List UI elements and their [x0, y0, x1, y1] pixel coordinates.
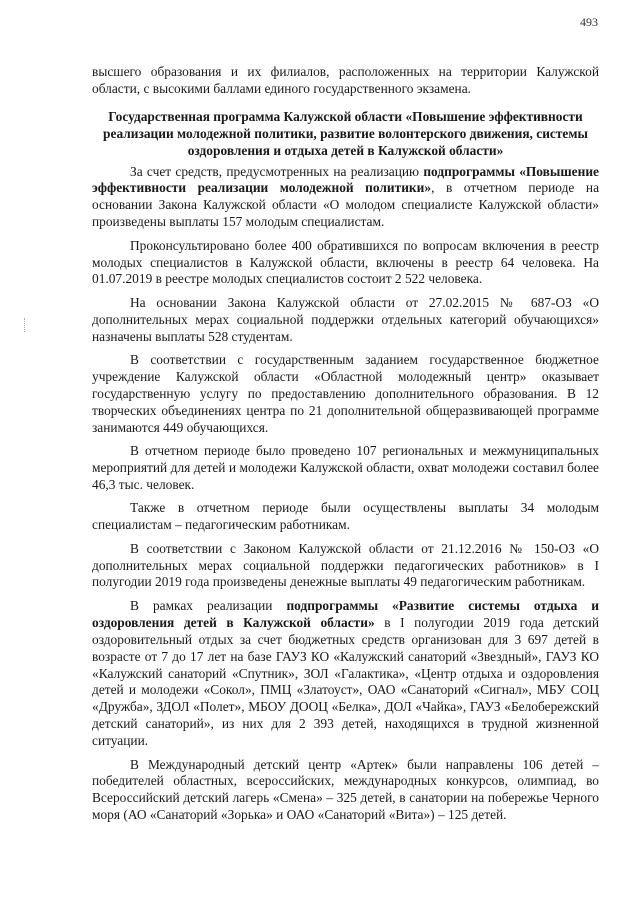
subprogram-title: подпрограммы «Повышение эффективности реализации молодежной политики»: [92, 163, 599, 196]
paragraph-text: За счет средств, предусмотренных на реализацию: [130, 163, 424, 179]
paragraph-consultations: Проконсультировано более 400 обратившихся по вопросам включения в реестр молодых специалистов в Калужской области, включены в реестр 64 человека. На 01.07.2019 в реестре молодых специалистов состоит 2 522 человека.: [92, 237, 599, 287]
document-body: [92, 64, 599, 824]
paragraph-text: в I полугодии 2019 года детский оздоровительный отдых за счет бюджетных средств организован для 3 697 детей в возрасте от 7 до 17 лет на базе ГАУЗ КО «Калужский санаторий «Звездный», ГАУЗ КО «Калужский санаторий «Спутник», ЗОЛ «Галактика», «Центр отдыха и оздоровления детей и молодежи «Сокол», ПМЦ «Златоуст», ОАО «Санаторий «Сигнал», МБУ СОЦ «Дружба», ЗДОЛ «Полет», МБОУ ДООЦ «Белка», ДОЛ «Чайка», ГАУЗ «Белобережский детский санаторий», из них для 2 393 детей, находящихся в трудной жизненной ситуации.: [92, 614, 599, 749]
paragraph-youth-center: В соответствии с государственным заданием государственное бюджетное учреждение Калужской области «Областной молодежный центр» оказывает государственную услугу по предоставлению дополнительного образования. В 12 творческих объединениях центра по 21 дополнительной общеразвивающей программе занимаются 449 обучающихся.: [92, 352, 599, 435]
paragraph-artek: В Международный детский центр «Артек» были направлены 106 детей – победителей областных, всероссийских, международных конкурсов, олимпиад, во Всероссийский детский лагерь «Смена» – 325 детей, в санатории на побережье Черного моря (АО «Санаторий «Зорька» и ОАО «Санаторий «Вита») – 125 детей.: [92, 756, 599, 823]
page-number: 493: [580, 15, 598, 29]
section-heading: Государственная программа Калужской области «Повышение эффективности реализации молодежной политики, развитие волонтерского движения, системы оздоровления и отдыха детей в Калужской области»: [103, 108, 588, 158]
paragraph-recreation: [92, 598, 599, 750]
subprogram-title: подпрограммы «Развитие системы отдыха и оздоровления детей в Калужской области»: [92, 597, 599, 630]
paragraph-events: В отчетном периоде было проведено 107 региональных и межмуниципальных мероприятий для детей и молодежи Калужской области, охват молодежи составил более 46,3 тыс. человек.: [92, 443, 599, 492]
margin-mark: [24, 318, 29, 332]
paragraph-youth-policy: [92, 164, 599, 232]
paragraph-student-payments: На основании Закона Калужской области от 27.02.2015 № 687-ОЗ «О дополнительных мерах социальной поддержки отдельных категорий обучающихся» назначены выплаты 528 студентам.: [92, 294, 599, 344]
paragraph-teacher-payments: Также в отчетном периоде были осуществлены выплаты 34 молодым специалистам – педагогическим работникам.: [92, 500, 599, 533]
paragraph-teacher-law: В соответствии с Законом Калужской области от 21.12.2016 № 150-ОЗ «О дополнительных мерах социальной поддержки педагогических работников» в I полугодии 2019 года произведены денежные выплаты 49 педагогическим работникам.: [92, 540, 599, 590]
intro-paragraph: высшего образования и их филиалов, расположенных на территории Калужской области, с высокими баллами единого государственного экзамена.: [92, 64, 599, 96]
paragraph-text: , в отчетном периоде на основании Закона Калужской области «О молодом специалисте Калужской области» произведены выплаты 157 молодым специалистам.: [92, 180, 600, 230]
paragraph-text: В рамках реализации: [130, 597, 287, 613]
